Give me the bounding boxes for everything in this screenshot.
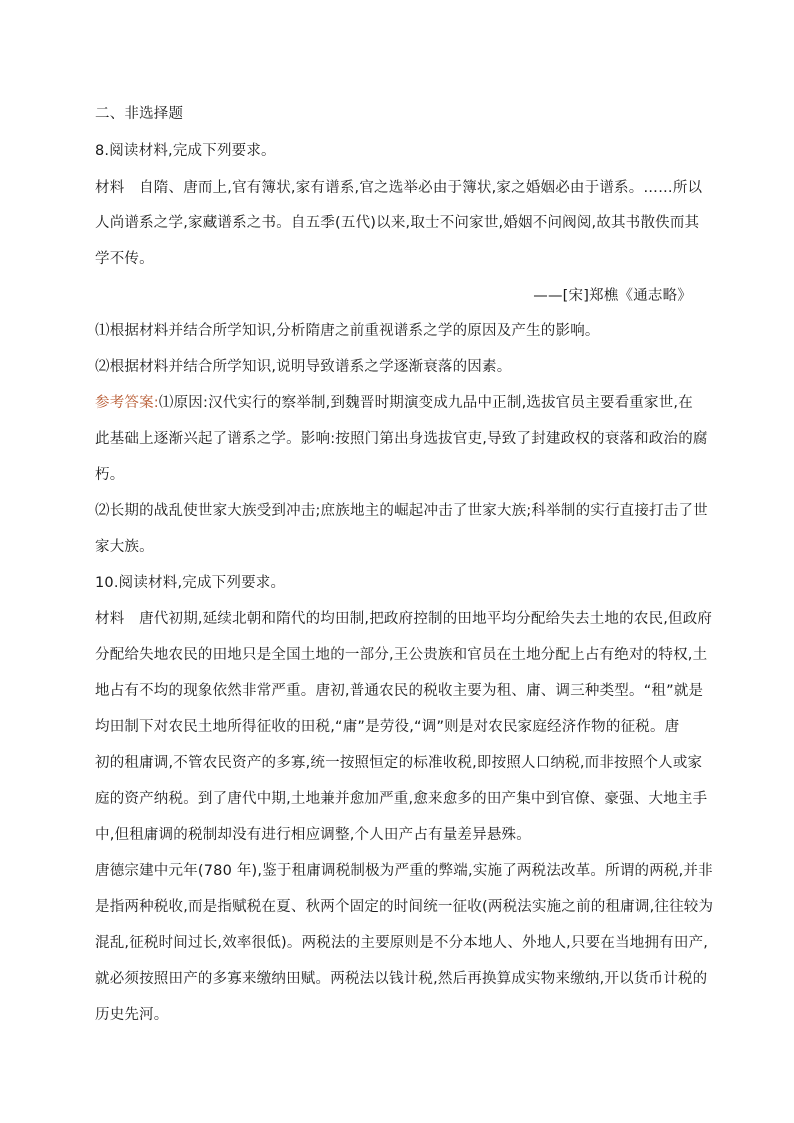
question-10-prompt: 10.阅读材料,完成下列要求。 [95, 575, 286, 591]
q8-subquestion-2: ⑵根据材料并结合所学知识,说明导致谱系之学逐渐衰落的因素。 [95, 359, 512, 375]
q8-answer-line-3: 朽。 [95, 467, 125, 483]
q8-answer-line-5: 家大族。 [95, 539, 154, 555]
q8-material-line-3: 学不传。 [95, 251, 154, 267]
q10-material-line-1: 材料 唐代初期,延续北朝和隋代的均田制,把政府控制的田地平均分配给失去土地的农民,但政府 [95, 611, 713, 627]
q10-material-line-7: 中,但租庸调的税制却没有进行相应调整,个人田产占有量差异悬殊。 [95, 827, 531, 843]
q8-answer-line-2: 此基础上逐渐兴起了谱系之学。影响:按照门第出身选拔官吏,导致了封建政权的衰落和政治的腐 [95, 431, 708, 447]
q8-answer-line-1 [95, 393, 693, 413]
q8-source-citation: ——[宋]郑樵《通志略》 [533, 288, 692, 304]
q10-material-line-10: 混乱,征税时间过长,效率很低)。两税法的主要原则是不分本地人、外地人,只要在当地拥有田产, [95, 935, 709, 951]
q10-material-line-8: 唐德宗建中元年(780 年),鉴于租庸调税制极为严重的弊端,实施了两税法改革。所谓的两税,并非 [95, 863, 713, 879]
q10-material-line-5: 初的租庸调,不管农民资产的多寡,统一按照恒定的标准收税,即按照人口纳税,而非按照个人或家 [95, 755, 703, 771]
section-title: 二、非选择题 [95, 106, 184, 122]
q10-material-line-12: 历史先河。 [95, 1007, 169, 1023]
q10-material-line-3: 地占有不均的现象依然非常严重。唐初,普通农民的税收主要为租、庸、调三种类型。“租”就是 [95, 683, 704, 699]
q10-material-line-4: 均田制下对农民土地所得征收的田税,“庸”是劳役,“调”则是对农民家庭经济作物的征税。唐 [95, 719, 680, 735]
q10-material-line-11: 就必须按照田产的多寡来缴纳田赋。两税法以钱计税,然后再换算成实物来缴纳,开以货币计税的 [95, 971, 708, 987]
q10-material-line-9: 是指两种税收,而是指赋税在夏、秋两个固定的时间统一征收(两税法实施之前的租庸调,往往较为 [95, 899, 714, 915]
q8-answer-line-4: ⑵长期的战乱使世家大族受到冲击;庶族地主的崛起冲击了世家大族;科举制的实行直接打击了世 [95, 503, 708, 519]
answer-text: ⑴原因:汉代实行的察举制,到魏晋时期演变成九品中正制,选拔官员主要看重家世,在 [158, 395, 693, 411]
q8-material-line-2: 人尚谱系之学,家藏谱系之书。自五季(五代)以来,取士不问家世,婚姻不问阀阅,故其书散佚而其 [95, 215, 700, 231]
q8-subquestion-1: ⑴根据材料并结合所学知识,分析隋唐之前重视谱系之学的原因及产生的影响。 [95, 323, 600, 339]
q10-material-line-6: 庭的资产纳税。到了唐代中期,土地兼并愈加严重,愈来愈多的田产集中到官僚、豪强、大地主手 [95, 791, 708, 807]
question-8-prompt: 8.阅读材料,完成下列要求。 [95, 143, 276, 159]
q10-material-line-2: 分配给失地农民的田地只是全国土地的一部分,王公贵族和官员在土地分配上占有绝对的特权,土 [95, 647, 708, 663]
q8-material-line-1: 材料 自隋、唐而上,官有簿状,家有谱系,官之选举必由于簿状,家之婚姻必由于谱系。……所以 [95, 180, 703, 196]
answer-label: 参考答案: [95, 395, 159, 411]
